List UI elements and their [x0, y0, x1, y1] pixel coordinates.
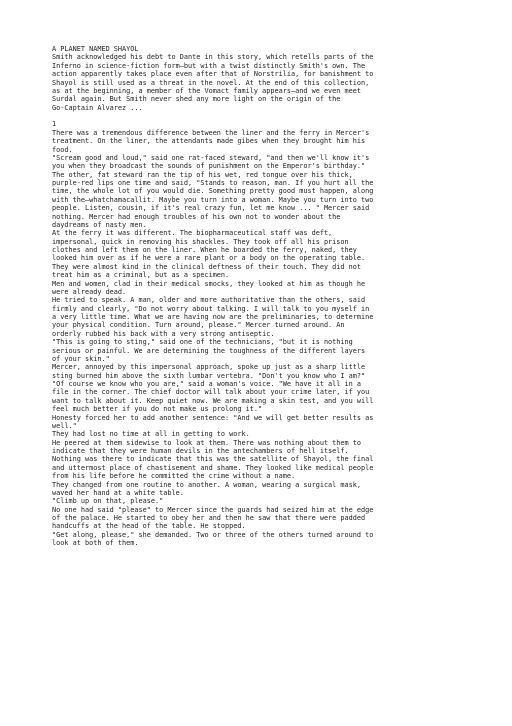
story-paragraph: No one had said "please" to Mercer since the guards had seized him at the edge of the palace. He started to obey her and then he saw that there were padded handcuffs at the head of the table. He stopped. [52, 505, 374, 531]
story-body [52, 129, 472, 548]
story-paragraph: "Scream good and loud," said one rat-faced steward, "and then we'll know it's you when they broadcast the sounds of punishment on the Emperor's birthday." [52, 153, 370, 171]
story-paragraph: Mercer, annoyed by this impersonal approach, spoke up just as a sharp little sting burned him above the sixth lumbar vertebra. "Don't you know who I am?" [52, 363, 366, 380]
story-paragraph: "Of course we know who you are," said a woman's voice. "We have it all in a file in the corner. The chief doctor will talk about your crime later, if you want to talk about it. Keep quiet now. We are making a skin test, and you will feel much better if you do not make us prolong it." [52, 380, 374, 414]
story-paragraph: They changed from one routine to another. A woman, wearing a surgical mask, waved her hand at a white table. [52, 480, 362, 497]
story-paragraph: He tried to speak. A man, older and more authoritative than the others, said firmly and clearly, "Do not worry about talking. I will talk to you myself in a very little time. What we are having now are the preliminaries, to determine your physical condition. Turn around, please." Mercer turned around. An orderly rubbed his back with a very strong antiseptic. [52, 296, 374, 338]
intro-paragraph: Smith acknowledged his debt to Dante in this story, which retells parts of the Inferno in science-fiction form—but with a twist distinctly Smith's own. The action apparently takes place even after that of Norstrilia, for banishment to Shayol is still used as a threat in the novel. At the end of this collection, as at the beginning, a member of the Vomact family appears—and we even meet Surdal again. But Smith never shed any more light on the origin of the Go-Captain Alvarez ... [52, 53, 374, 112]
section-number: 1 [52, 120, 57, 129]
story-paragraph: "Get along, please," she demanded. Two or three of the others turned around to look at both of them. [52, 530, 374, 548]
story-paragraph: He peered at them sidewise to look at them. There was nothing about them to indicate that they were human devils in the antechambers of hell itself. Nothing was there to indicate that this was the satellite of Shayol, the final and uttermost place of chastisement and shame. They looked like medical people from his life before he committed the crime without a name. [52, 438, 374, 481]
story-paragraph: Men and women, clad in their medical smocks, they looked at him as though he were already dead. [52, 279, 366, 296]
story-paragraph: There was a tremendous difference between the liner and the ferry in Mercer's treatment. On the liner, the attendants made gibes when they brought him his food. [52, 128, 370, 154]
story-paragraph: "Climb up on that, please." [52, 497, 164, 506]
section-gap [52, 112, 472, 120]
document-title: A PLANET NAMED SHAYOL [52, 45, 139, 53]
story-paragraph: At the ferry it was different. The biopharmaceutical staff was deft, impersonal, quick in removing his shackles. They took off all his prison clothes and left them on the liner. When he boarded the ferry, naked, they looked him over as if he were a rare plant or a body on the operating table. They were almost kind in the clinical deftness of their touch. They did not treat him as a criminal, but as a specimen. [52, 229, 366, 280]
story-paragraph: Honesty forced her to add another sentence: "And we will get better results as well." [52, 413, 374, 430]
story-paragraph: The other, fat steward ran the tip of his wet, red tongue over his thick, purple-red lips one time and said, "Stands to reason, man. If you hurt all the time, the whole lot of you would die. Something pretty good must happen, along with the—whatchamacallit. Maybe you turn into a woman. Maybe you turn into two people. Listen, cousin, if it's real crazy fun, let me know ... " Mercer said nothing. Mercer had enough troubles of his own not to wonder about the daydreams of nasty men. [52, 170, 374, 229]
story-paragraph: "This is going to sting," said one of the technicians, "but it is nothing serious or painful. We are determining the toughness of the different layers of your skin." [52, 338, 366, 363]
story-paragraph: They had lost no time at all in getting to work. [52, 430, 250, 439]
